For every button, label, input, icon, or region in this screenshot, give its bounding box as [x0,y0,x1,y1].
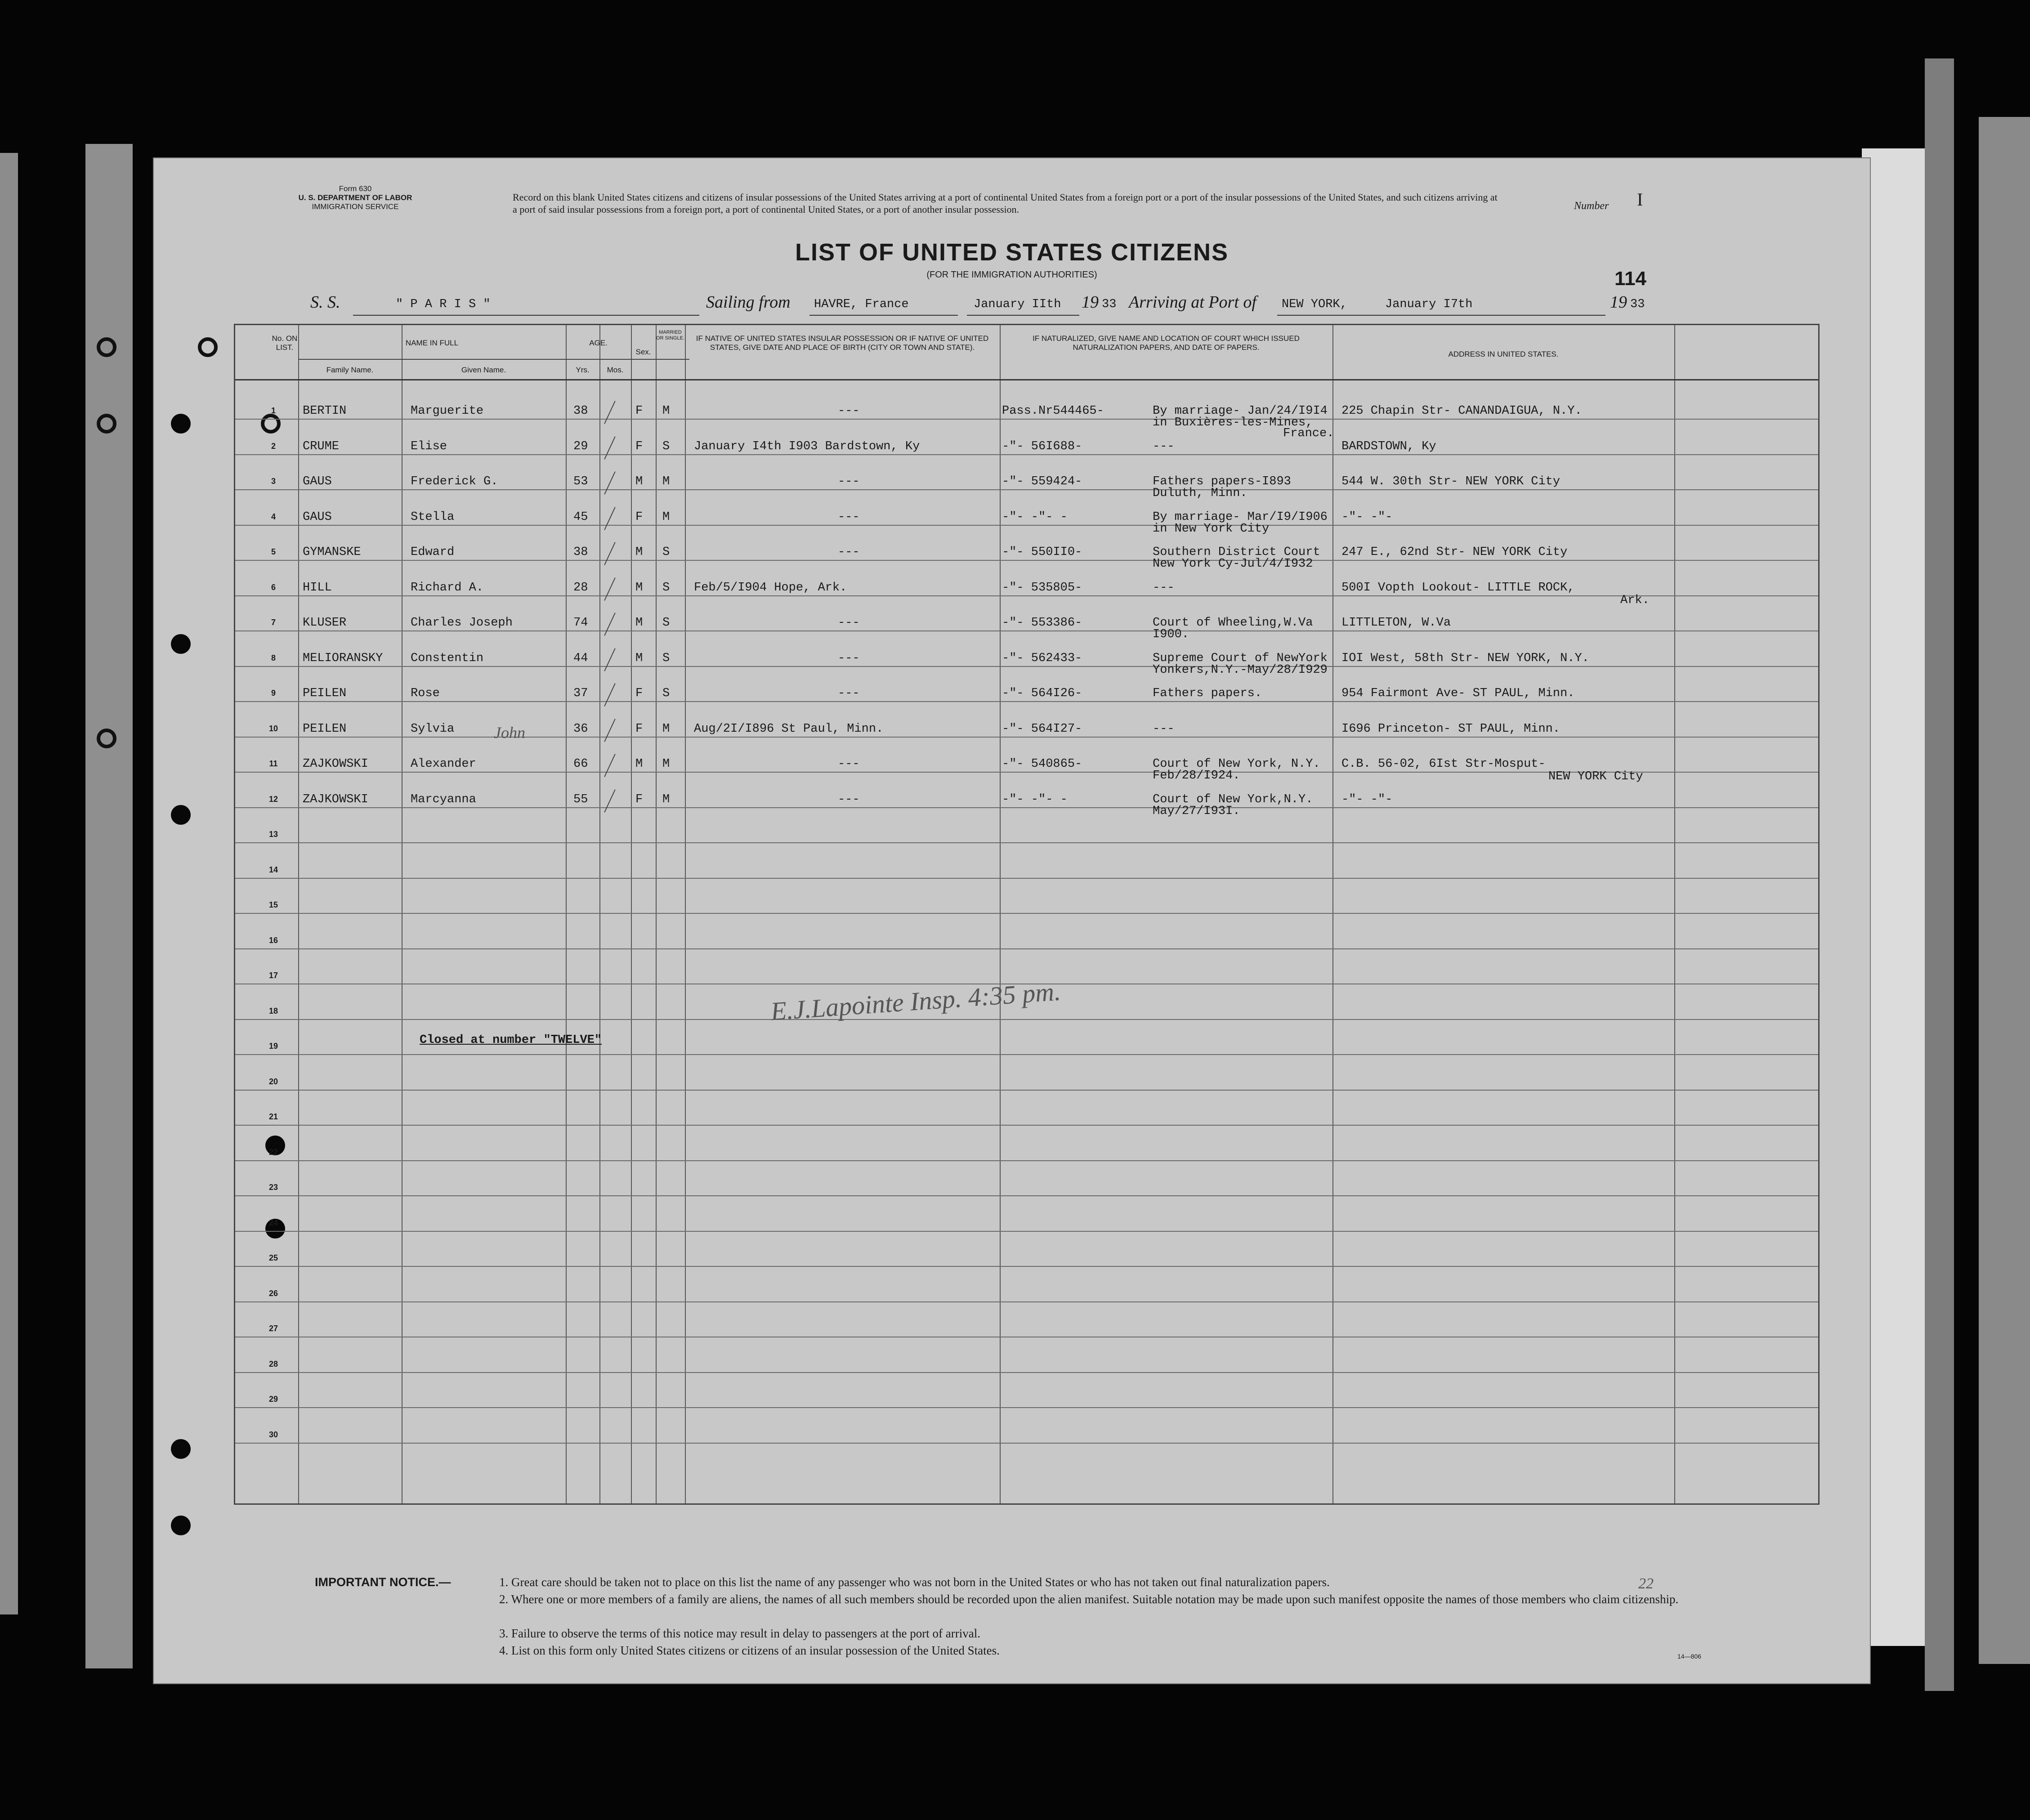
underline [967,315,1079,316]
cell-given-name: Frederick G. [411,475,498,488]
cell-birth: --- [838,651,860,665]
col-married: MARRIED OR SINGLE. [656,330,684,341]
cell-given-name: Elise [411,439,447,453]
row-line [235,948,1818,949]
cell-naturalization: Court of New York, N.Y. [1153,757,1320,771]
col-given-name: Given Name. [461,366,506,374]
inspector-signature: E.J.Lapointe Insp. 4:35 pm. [769,976,1062,1026]
cell-passport-number: -"- 56I688- [1002,439,1082,453]
row-number: 28 [268,1359,278,1368]
row-line [235,560,1818,561]
row-number: 24 [268,1218,278,1227]
cell-birth: Feb/5/I904 Hope, Ark. [694,581,847,595]
row-number: 8 [271,653,276,662]
check-mark [604,577,615,601]
cell-marital-status: M [662,510,670,524]
binder-hole [171,414,191,434]
cell-naturalization-cont: in New York City [1153,522,1270,536]
row-number: 1 [271,406,276,415]
cell-age-years: 44 [573,651,588,665]
cell-family-name: PEILEN [303,722,347,736]
column-divider [298,325,299,1503]
row-number: 27 [268,1324,278,1333]
check-mark [604,542,615,565]
cell-birth: --- [838,546,860,559]
cell-sex: F [635,510,643,524]
row-number: 15 [268,900,278,909]
row-line [235,737,1818,738]
underline [353,315,699,316]
arrival-date: January I7th [1385,298,1473,311]
cell-marital-status: M [662,757,670,771]
page-title: LIST OF UNITED STATES CITIZENS [795,239,1229,266]
col-naturalized: IF NATURALIZED, GIVE NAME AND LOCATION OF COURT WHICH ISSUED NATURALIZATION PAPERS, AND DATE OF PAPERS. [1033,334,1300,352]
column-divider [599,325,600,1503]
column-divider [631,325,632,1503]
row-number: 26 [268,1288,278,1298]
row-number: 17 [268,971,278,980]
cell-naturalization: By marriage- Mar/I9/I906 [1153,510,1328,524]
cell-address: 247 E., 62nd Str- NEW YORK City [1341,546,1568,559]
cell-marital-status: S [662,651,670,665]
cell-marital-status: S [662,439,670,453]
row-number: 29 [268,1395,278,1404]
cell-family-name: GYMANSKE [303,546,361,559]
sailing-from: HAVRE, France [814,298,909,311]
cell-birth: January I4th I903 Bardstown, Ky [694,439,920,453]
cell-given-name: Rose [411,687,440,700]
row-number: 9 [271,689,276,698]
notice-item: 2. Where one or more members of a family are aliens, the names of all such members should be recorded upon the alien manifest. Suitable notation may be made upon such manifest opposite the names of those members who claim citizenship. [499,1592,1679,1606]
cell-naturalization: --- [1153,581,1175,595]
row-number: 10 [268,724,278,733]
cell-passport-number: -"- 564I27- [1002,722,1082,736]
cell-address-cont: NEW YORK City [1548,770,1643,783]
row-line [235,595,1818,596]
right-page-strip [1979,117,2030,1664]
cell-age-years: 29 [573,439,588,453]
cell-address: 544 W. 30th Str- NEW YORK City [1341,475,1561,488]
cell-sex: F [635,439,643,453]
cell-naturalization: Court of New York,N.Y. [1153,792,1313,806]
cell-marital-status: M [662,475,670,488]
cell-given-name: Richard A. [411,581,484,595]
row-number: 19 [268,1042,278,1051]
check-mark [604,471,615,495]
check-mark [604,683,615,707]
column-divider [1000,325,1001,1503]
service: IMMIGRATION SERVICE [312,202,399,211]
sailing-from-label: Sailing from [706,293,791,312]
cell-birth: --- [838,404,860,418]
binder-hole [171,805,191,825]
check-mark [604,719,615,742]
cell-family-name: BERTIN [303,404,347,418]
row-number: 13 [268,830,278,839]
cell-sex: M [635,475,643,488]
cell-address: -"- -"- [1341,510,1393,524]
number-value: I [1637,189,1643,210]
cell-passport-number: Pass.Nr544465- [1002,404,1104,418]
row-number: 22 [268,1147,278,1157]
row-number: 5 [271,547,276,556]
ss-label: S. S. [310,293,340,312]
cell-birth: --- [838,475,860,488]
arriving-label: Arriving at Port of [1129,293,1256,312]
row-line [235,1125,1818,1126]
row-line [235,1372,1818,1373]
cell-naturalization-cont: in Buxières-les-Mines, [1153,416,1313,429]
row-line [235,807,1818,808]
cell-family-name: KLUSER [303,616,347,630]
cell-address: -"- -"- [1341,792,1393,806]
cell-sex: F [635,792,643,806]
column-divider [1674,325,1675,1503]
column-divider [656,325,657,1503]
form-code: 14—806 [1677,1653,1701,1660]
cell-naturalization: --- [1153,722,1175,736]
voyage-line [310,292,1749,319]
cell-address: 225 Chapin Str- CANANDAIGUA, N.Y. [1341,404,1582,418]
cell-age-years: 36 [573,722,588,736]
arrival-year: 33 [1630,298,1645,311]
row-line [235,419,1818,420]
binder-hole [171,1439,191,1459]
column-divider [1332,325,1333,1503]
cell-marital-status: S [662,616,670,630]
cell-naturalization: By marriage- Jan/24/I9I4 [1153,404,1328,418]
row-line [235,1443,1818,1444]
cell-age-years: 55 [573,792,588,806]
cell-sex: M [635,581,643,595]
cell-birth: --- [838,757,860,771]
underline [809,315,958,316]
cell-given-name: Stella [411,510,455,524]
check-mark [604,613,615,636]
cell-passport-number: -"- -"- - [1002,510,1068,524]
cell-naturalization-cont: Duluth, Minn. [1153,487,1248,500]
col-name-in-full: NAME IN FULL [405,339,459,347]
col-family-name: Family Name. [326,366,374,374]
cell-age-years: 45 [573,510,588,524]
cell-age-years: 38 [573,404,588,418]
cell-family-name: PEILEN [303,687,347,700]
cell-address: BARDSTOWN, Ky [1341,439,1436,453]
sailing-date: January IIth [974,298,1061,311]
header-divider [235,379,1818,380]
cell-address: IOI West, 58th Str- NEW YORK, N.Y. [1341,651,1589,665]
cell-naturalization: Southern District Court [1153,546,1320,559]
cell-age-years: 28 [573,581,588,595]
row-line [235,1195,1818,1196]
col-no-on-list: No. ON LIST. [272,334,298,352]
cell-sex: F [635,722,643,736]
cell-address: 500I Vopth Lookout- LITTLE ROCK, [1341,581,1575,595]
row-number: 14 [268,865,278,874]
check-mark [604,401,615,424]
cell-given-name: Marcyanna [411,792,476,806]
col-yrs: Yrs. [576,366,590,374]
cell-birth: --- [838,792,860,806]
row-line [235,525,1818,526]
row-line [235,1407,1818,1408]
binder-hole [97,414,116,434]
form-number: Form 630 [339,184,372,193]
cell-passport-number: -"- 553386- [1002,616,1082,630]
cell-passport-number: -"- 564I26- [1002,687,1082,700]
cell-passport-number: -"- -"- - [1002,792,1068,806]
cell-birth: --- [838,687,860,700]
cell-passport-number: -"- 540865- [1002,757,1082,771]
sailing-year-prefix: 19 [1082,293,1099,312]
cell-sex: F [635,687,643,700]
binder-hole [198,337,218,357]
cell-marital-status: S [662,687,670,700]
cell-address: 954 Fairmont Ave- ST PAUL, Minn. [1341,687,1575,700]
check-mark [604,648,615,671]
cell-naturalization: --- [1153,439,1175,453]
cell-given-name: Edward [411,546,455,559]
row-number: 21 [268,1112,278,1121]
row-number: 6 [271,582,276,592]
row-number: 18 [268,1006,278,1015]
cell-sex: M [635,651,643,665]
column-divider [685,325,686,1503]
cell-marital-status: S [662,581,670,595]
row-number: 20 [268,1077,278,1086]
cell-given-name: Alexander [411,757,476,771]
row-number: 3 [271,477,276,486]
row-number: 7 [271,618,276,627]
check-mark [604,436,615,460]
row-number: 16 [268,935,278,945]
row-line [235,1266,1818,1267]
row-number: 25 [268,1253,278,1262]
form-instructions: Record on this blank United States citizens and citizens of insular possessions of the United States arriving at a port of continental United States from a foreign port or a port of the insular possessions of the United States, and such citizens arriving at a port of said insular possessions from a foreign port, a port of continental United States, or a port of another insular possession. [513,192,1498,215]
check-mark [604,754,615,777]
cell-family-name: MELIORANSKY [303,651,383,665]
cell-address: I696 Princeton- ST PAUL, Minn. [1341,722,1561,736]
check-mark [604,507,615,530]
cell-family-name: GAUS [303,510,332,524]
arrival-year-prefix: 19 [1610,293,1627,312]
binder-hole [97,337,116,357]
cell-naturalization-cont: May/27/I93I. [1153,804,1240,818]
cell-naturalization-cont: New York Cy-Jul/4/I932 [1153,557,1313,571]
cell-naturalization: Fathers papers. [1153,687,1262,700]
notice-label: IMPORTANT NOTICE.— [315,1575,451,1589]
cell-age-years: 37 [573,687,588,700]
ship-name: " P A R I S " [396,298,491,311]
col-mos: Mos. [607,366,624,374]
row-number: 4 [271,512,276,521]
arriving-port: NEW YORK, [1282,298,1347,311]
row-line [235,1054,1818,1055]
cell-sex: F [635,404,643,418]
cell-naturalization-cont: Yonkers,N.Y.-May/28/I929 [1153,663,1328,677]
row-number: 2 [271,441,276,451]
department: U. S. DEPARTMENT OF LABOR [298,193,412,202]
binder-hole [97,729,116,748]
handwritten-john: John [494,724,525,742]
page-edge [1862,148,1925,1646]
sheet-number: 114 [1614,268,1646,290]
cell-naturalization-cont: I900. [1153,628,1189,641]
cell-naturalization: Supreme Court of NewYork [1153,651,1328,665]
cell-birth: --- [838,616,860,630]
row-line [235,1019,1818,1020]
underline [1277,315,1605,316]
col-age: AGE. [589,339,608,347]
row-number: 23 [268,1183,278,1192]
row-line [235,1160,1818,1161]
cell-marital-status: M [662,404,670,418]
row-line [235,878,1818,879]
row-line [235,1301,1818,1302]
left-binding-strip [85,144,133,1668]
cell-passport-number: -"- 535805- [1002,581,1082,595]
row-line [235,913,1818,914]
cell-given-name: Constentin [411,651,484,665]
row-number: 12 [268,794,278,804]
binder-hole [171,634,191,654]
cell-given-name: Sylvia [411,722,455,736]
left-page-strip [0,153,18,1614]
cell-given-name: Charles Joseph [411,616,513,630]
check-mark [604,789,615,813]
cell-passport-number: -"- 562433- [1002,651,1082,665]
notice-item: 3. Failure to observe the terms of this notice may result in delay to passengers at the port of arrival. [499,1627,980,1640]
cell-naturalization: Court of Wheeling,W.Va [1153,616,1313,630]
cell-family-name: GAUS [303,475,332,488]
cell-family-name: HILL [303,581,332,595]
cell-address: C.B. 56-02, 6Ist Str-Mosput- [1341,757,1546,771]
cell-age-years: 53 [573,475,588,488]
cell-birth: Aug/2I/I896 St Paul, Minn. [694,722,884,736]
column-divider [566,325,567,1503]
cell-sex: M [635,616,643,630]
col-birth: IF NATIVE OF UNITED STATES INSULAR POSSESSION OR IF NATIVE OF UNITED STATES, GIVE DATE AND PLACE OF BIRTH (CITY OR TOWN AND STATE). [696,334,989,352]
cell-marital-status: M [662,792,670,806]
header-divider [298,359,689,360]
row-line [235,489,1818,490]
cell-marital-status: S [662,546,670,559]
closed-note: Closed at number "TWELVE" [420,1033,602,1047]
cell-sex: M [635,546,643,559]
col-address: ADDRESS IN UNITED STATES. [1448,350,1559,358]
cell-address: LITTLETON, W.Va [1341,616,1451,630]
number-label: Number [1574,200,1609,212]
margin-mark: 22 [1638,1575,1654,1592]
row-line [235,1231,1818,1232]
row-line [235,666,1818,667]
cell-age-years: 66 [573,757,588,771]
binder-hole [171,1516,191,1535]
row-number: 11 [269,759,278,768]
right-binding-strip [1925,58,1954,1691]
notice-item: 1. Great care should be taken not to place on this list the name of any passenger who was not born in the United States or who has not taken out final naturalization papers. [499,1575,1330,1589]
manifest-page [153,157,1871,1684]
cell-marital-status: M [662,722,670,736]
row-number: 30 [268,1430,278,1439]
cell-age-years: 38 [573,546,588,559]
cell-naturalization: Fathers papers-I893 [1153,475,1291,488]
row-line [235,454,1818,455]
cell-naturalization-cont: Feb/28/I924. [1153,769,1240,783]
sailing-year: 33 [1102,298,1117,311]
row-line [235,701,1818,702]
col-sex: Sex. [635,348,651,356]
cell-birth: --- [838,510,860,524]
cell-given-name: Marguerite [411,404,484,418]
row-line [235,1090,1818,1091]
cell-naturalization-cont: France. [1283,427,1334,440]
cell-family-name: ZAJKOWSKI [303,757,368,771]
cell-passport-number: -"- 550II0- [1002,546,1082,559]
notice-item: 4. List on this form only United States citizens or citizens of an insular possession of the United States. [499,1644,1000,1657]
cell-sex: M [635,757,643,771]
cell-family-name: CRUME [303,439,340,453]
cell-age-years: 74 [573,616,588,630]
page-subtitle: (FOR THE IMMIGRATION AUTHORITIES) [926,270,1097,280]
cell-passport-number: -"- 559424- [1002,475,1082,488]
row-line [235,842,1818,843]
cell-address-cont: Ark. [1620,593,1650,607]
form-header [288,184,423,211]
cell-family-name: ZAJKOWSKI [303,792,368,806]
